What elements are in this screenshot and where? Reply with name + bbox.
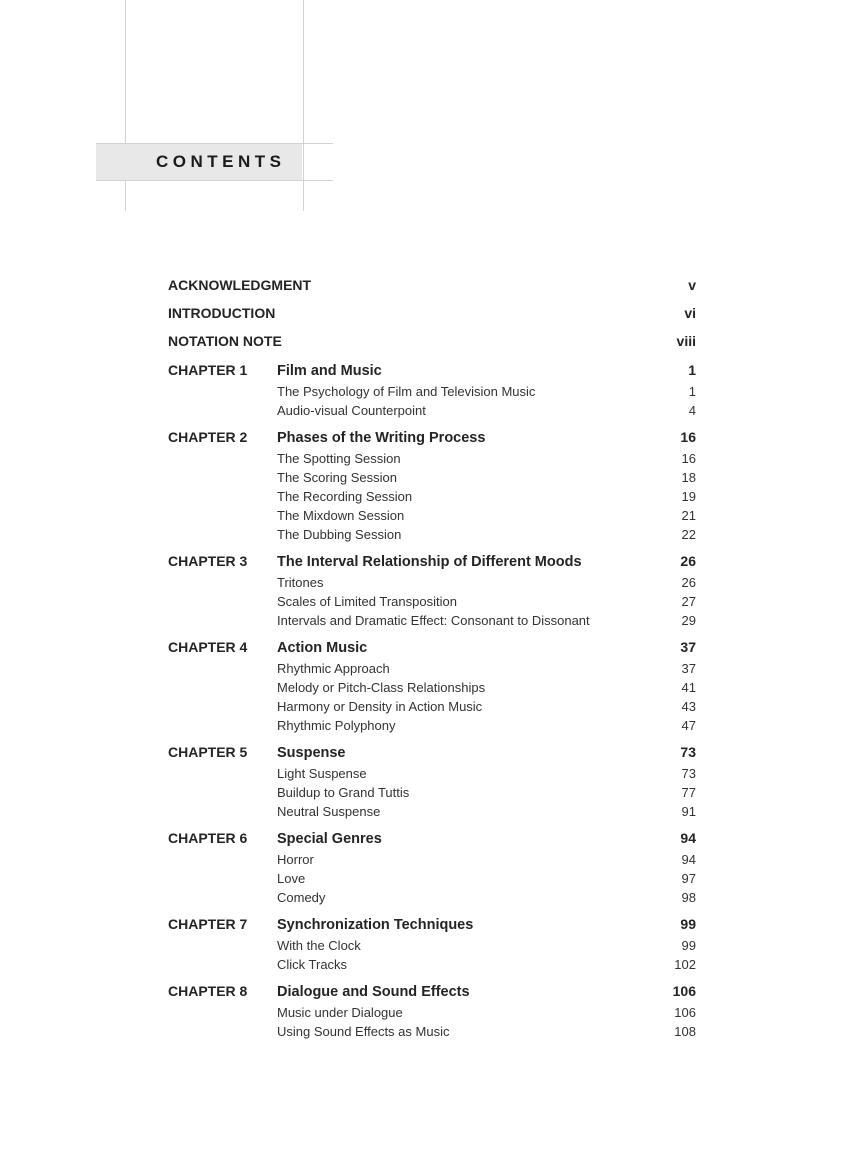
chapter-page: 99: [680, 916, 696, 932]
section-page: 37: [681, 661, 696, 676]
section-title: Love: [277, 871, 306, 886]
section-row: [168, 468, 696, 487]
chapter-page: 106: [672, 983, 696, 999]
chapter-page: 94: [680, 830, 696, 846]
chapter-page: 16: [680, 429, 696, 445]
section-row: [168, 592, 696, 611]
section-row: [168, 1003, 696, 1022]
chapter-block: [168, 981, 696, 1041]
section-row: [168, 802, 696, 821]
chapter-title: Phases of the Writing Process: [277, 430, 486, 446]
front-matter-row: [168, 276, 696, 295]
chapter-heading-row: [168, 360, 696, 382]
section-page: 108: [674, 1024, 696, 1039]
section-list: [168, 449, 696, 544]
section-title: Rhythmic Polyphony: [277, 718, 396, 733]
section-page: 16: [681, 451, 696, 466]
chapter-page: 37: [680, 639, 696, 655]
section-row: [168, 449, 696, 468]
section-title: Intervals and Dramatic Effect: Consonant to Dissonant: [277, 613, 590, 628]
section-title: Harmony or Density in Action Music: [277, 699, 483, 714]
section-row: [168, 659, 696, 678]
section-title: Click Tracks: [277, 957, 348, 972]
section-page: 18: [681, 470, 696, 485]
section-page: 98: [681, 890, 696, 905]
chapter-label: CHAPTER 8: [168, 983, 248, 999]
section-title: Melody or Pitch-Class Relationships: [277, 680, 486, 695]
section-title: Music under Dialogue: [277, 1005, 403, 1020]
section-page: 41: [681, 680, 696, 695]
chapter-label: CHAPTER 7: [168, 916, 248, 932]
section-list: [168, 850, 696, 907]
section-title: The Psychology of Film and Television Music: [277, 384, 536, 399]
section-title: Scales of Limited Transposition: [277, 594, 457, 609]
chapter-page: 1: [688, 362, 696, 378]
section-row: [168, 487, 696, 506]
section-page: 19: [681, 489, 696, 504]
chapter-title: Suspense: [277, 745, 346, 761]
front-matter-label: INTRODUCTION: [168, 305, 276, 321]
chapter-list: [168, 360, 696, 1041]
chapter-heading-row: [168, 637, 696, 659]
chapter-heading-row: [168, 914, 696, 936]
chapter-label: CHAPTER 5: [168, 744, 248, 760]
section-row: [168, 525, 696, 544]
chapter-heading-row: [168, 551, 696, 573]
chapter-heading-row: [168, 427, 696, 449]
section-title: The Recording Session: [277, 489, 413, 504]
chapter-label: CHAPTER 3: [168, 553, 248, 569]
front-matter-label: ACKNOWLEDGMENT: [168, 277, 312, 293]
section-page: 94: [681, 852, 696, 867]
section-row: [168, 850, 696, 869]
chapter-block: [168, 637, 696, 735]
section-row: [168, 936, 696, 955]
chapter-title: The Interval Relationship of Different Moods: [277, 554, 582, 570]
chapter-heading-row: [168, 828, 696, 850]
section-page: 21: [681, 508, 696, 523]
chapter-page: 73: [680, 744, 696, 760]
section-page: 29: [681, 613, 696, 628]
chapter-title: Dialogue and Sound Effects: [277, 984, 470, 1000]
chapter-title: Action Music: [277, 640, 368, 656]
section-title: Horror: [277, 852, 314, 867]
section-row: [168, 1022, 696, 1041]
section-title: Neutral Suspense: [277, 804, 381, 819]
chapter-block: [168, 742, 696, 821]
section-row: [168, 506, 696, 525]
section-title: The Mixdown Session: [277, 508, 405, 523]
front-matter-row: [168, 304, 696, 323]
chapter-block: [168, 914, 696, 974]
section-list: [168, 764, 696, 821]
section-title: The Spotting Session: [277, 451, 401, 466]
section-list: [168, 936, 696, 974]
section-row: [168, 382, 696, 401]
section-page: 27: [681, 594, 696, 609]
section-title: Using Sound Effects as Music: [277, 1024, 450, 1039]
chapter-label: CHAPTER 2: [168, 429, 248, 445]
section-page: 106: [674, 1005, 696, 1020]
section-page: 97: [681, 871, 696, 886]
chapter-title: Synchronization Techniques: [277, 917, 474, 933]
chapter-label: CHAPTER 1: [168, 362, 248, 378]
section-list: [168, 1003, 696, 1041]
chapter-block: [168, 828, 696, 907]
contents-title-box: [96, 144, 302, 180]
section-page: 99: [681, 938, 696, 953]
section-title: With the Clock: [277, 938, 361, 953]
front-matter-page: vi: [684, 305, 696, 321]
page-title: CONTENTS: [156, 152, 286, 171]
section-title: Tritones: [277, 575, 324, 590]
header-rule-horizontal-bottom: [96, 180, 333, 181]
section-row: [168, 783, 696, 802]
section-row: [168, 869, 696, 888]
section-page: 43: [681, 699, 696, 714]
section-page: 1: [688, 384, 696, 399]
section-page: 73: [681, 766, 696, 781]
chapter-block: [168, 427, 696, 544]
section-page: 26: [681, 575, 696, 590]
section-list: [168, 573, 696, 630]
section-page: 102: [674, 957, 696, 972]
section-row: [168, 697, 696, 716]
chapter-title: Special Genres: [277, 831, 382, 847]
chapter-label: CHAPTER 6: [168, 830, 248, 846]
section-title: Comedy: [277, 890, 326, 905]
section-row: [168, 955, 696, 974]
front-matter: [168, 276, 696, 351]
chapter-block: [168, 551, 696, 630]
section-row: [168, 573, 696, 592]
front-matter-label: NOTATION NOTE: [168, 333, 282, 349]
section-page: 77: [681, 785, 696, 800]
section-row: [168, 716, 696, 735]
section-row: [168, 611, 696, 630]
section-title: The Scoring Session: [277, 470, 397, 485]
section-row: [168, 401, 696, 420]
front-matter-page: v: [688, 277, 696, 293]
section-page: 22: [681, 527, 696, 542]
section-page: 47: [681, 718, 696, 733]
front-matter-row: [168, 332, 696, 351]
section-page: 4: [688, 403, 696, 418]
section-title: Audio-visual Counterpoint: [277, 403, 426, 418]
chapter-block: [168, 360, 696, 420]
section-list: [168, 382, 696, 420]
chapter-label: CHAPTER 4: [168, 639, 248, 655]
chapter-title: Film and Music: [277, 363, 382, 379]
chapter-page: 26: [680, 553, 696, 569]
section-title: Light Suspense: [277, 766, 367, 781]
section-title: Buildup to Grand Tuttis: [277, 785, 410, 800]
section-row: [168, 888, 696, 907]
table-of-contents: [168, 276, 696, 1041]
chapter-heading-row: [168, 742, 696, 764]
section-row: [168, 678, 696, 697]
chapter-heading-row: [168, 981, 696, 1003]
section-title: Rhythmic Approach: [277, 661, 390, 676]
section-page: 91: [681, 804, 696, 819]
section-title: The Dubbing Session: [277, 527, 402, 542]
section-list: [168, 659, 696, 735]
front-matter-page: viii: [676, 333, 696, 349]
section-row: [168, 764, 696, 783]
